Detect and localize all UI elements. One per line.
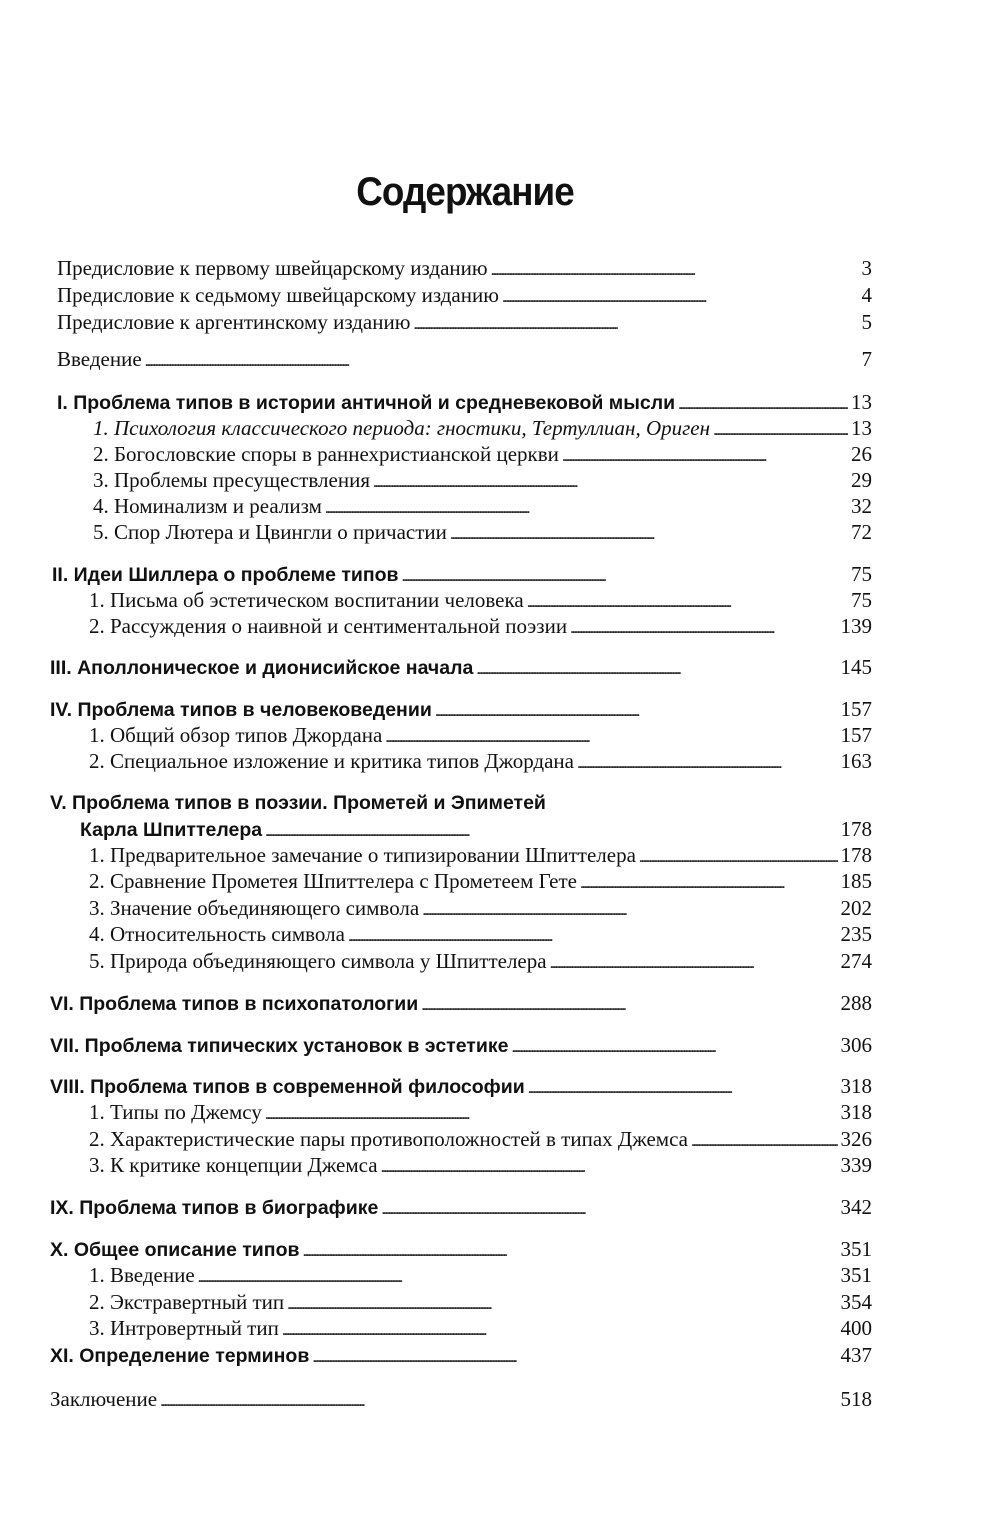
toc-page-number: 318 (840, 1074, 872, 1098)
toc-section-5-1[interactable] (89, 842, 872, 871)
toc-entry-title: 5. Спор Лютера и Цвингли о причастии (93, 520, 447, 544)
toc-entry-title: XI. Определение терминов (50, 1345, 310, 1367)
toc-entry-title: X. Общее описание типов (50, 1239, 300, 1261)
dot-leader (402, 561, 848, 590)
dot-leader (639, 842, 838, 871)
toc-entry-title: 3. Интровертный тип (89, 1316, 279, 1340)
toc-section-5-2[interactable] (89, 868, 872, 897)
dot-leader (385, 722, 837, 751)
dot-leader (348, 921, 838, 950)
toc-entry-title: 2. Богословские споры в раннехристианской церкви (93, 442, 559, 466)
toc-entry-title: Заключение (50, 1387, 158, 1411)
toc-section-1-3[interactable] (93, 467, 872, 496)
dot-leader (145, 346, 859, 375)
toc-page-number: 72 (851, 520, 872, 544)
dot-leader (562, 441, 848, 470)
toc-page-number: 318 (840, 1100, 872, 1124)
toc-entry-title: VII. Проблема типических установок в эстетике (50, 1035, 509, 1057)
toc-chapter-5-title-line: V. Проблема типов в поэзии. Прометей и Эпиметей (50, 792, 546, 814)
dot-leader (282, 1315, 838, 1344)
toc-section-4-2[interactable] (89, 748, 872, 777)
toc-entry-title: 3. Проблемы пресуществления (93, 468, 370, 492)
dot-leader (198, 1262, 838, 1291)
toc-entry-conclusion[interactable] (50, 1386, 872, 1415)
dot-leader (527, 587, 848, 616)
dot-leader (511, 1032, 837, 1061)
toc-chapter-5[interactable] (80, 816, 872, 845)
dot-leader (570, 613, 837, 642)
toc-page-number: 163 (840, 749, 872, 773)
toc-page-number: 354 (840, 1290, 872, 1314)
toc-page-number: 437 (840, 1343, 872, 1367)
toc-entry-title: III. Аполлоническое и дионисийское начала (50, 657, 474, 679)
dot-leader (577, 748, 838, 777)
toc-entry-title: 2. Специальное изложение и критика типов Джордана (89, 749, 574, 773)
toc-entry-title: II. Идеи Шиллера о проблеме типов (52, 564, 399, 586)
toc-page-number: 351 (840, 1237, 872, 1261)
toc-page-number: 13 (851, 416, 872, 440)
toc-page-number: 7 (861, 347, 872, 371)
dot-leader (502, 282, 859, 311)
toc-entry-preface-3[interactable] (57, 309, 872, 338)
toc-chapter-6[interactable] (50, 990, 872, 1019)
dot-leader (476, 654, 837, 683)
toc-page-number: 400 (840, 1316, 872, 1340)
toc-chapter-3[interactable] (50, 654, 872, 683)
toc-entry-title: Карла Шпиттелера (80, 819, 263, 841)
toc-page-number: 26 (851, 442, 872, 466)
toc-entry-title: 1. Психология классического периода: гностики, Тертуллиан, Ориген (93, 416, 711, 440)
toc-page-number: 157 (840, 723, 872, 747)
toc-entry-title: 2. Рассуждения о наивной и сентиментальной поэзии (89, 614, 568, 638)
toc-page-number: 351 (840, 1263, 872, 1287)
toc-section-5-4[interactable] (89, 921, 872, 950)
toc-page-number: 29 (851, 468, 872, 492)
toc-page-number: 139 (840, 614, 872, 638)
toc-entry-title: IV. Проблема типов в человековедении (50, 699, 432, 721)
toc-entry-title: 2. Характеристические пары противоположностей в типах Джемса (89, 1127, 688, 1151)
toc-chapter-2[interactable] (52, 561, 872, 590)
toc-section-2-1[interactable] (89, 587, 872, 616)
toc-page-number: 3 (861, 256, 872, 280)
toc-section-8-1[interactable] (89, 1099, 872, 1128)
toc-page-number: 178 (840, 843, 872, 867)
dot-leader (160, 1386, 837, 1415)
toc-entry-title: 4. Относительность символа (89, 922, 345, 946)
toc-section-10-1[interactable] (89, 1262, 872, 1291)
toc-entry-introduction[interactable] (57, 346, 872, 375)
toc-section-1-1[interactable] (93, 415, 872, 444)
toc-page-number: 518 (840, 1387, 872, 1411)
dot-leader (528, 1073, 838, 1102)
dot-leader (302, 1236, 837, 1265)
dot-leader (373, 467, 848, 496)
toc-entry-title: VIII. Проблема типов в современной философии (50, 1076, 525, 1098)
toc-page-number: 288 (840, 991, 872, 1015)
dot-leader (691, 1126, 838, 1155)
toc-page-number: 5 (861, 310, 872, 334)
dot-leader (413, 309, 858, 338)
toc-section-1-2[interactable] (93, 441, 872, 470)
toc-section-1-4[interactable] (93, 493, 872, 522)
dot-leader (550, 948, 838, 977)
toc-page-number: 13 (851, 390, 872, 414)
toc-page-number: 342 (840, 1195, 872, 1219)
toc-section-8-3[interactable] (89, 1152, 872, 1181)
toc-page-number: 185 (840, 869, 872, 893)
toc-page-number: 32 (851, 494, 872, 518)
toc-section-4-1[interactable] (89, 722, 872, 751)
toc-chapter-7[interactable] (50, 1032, 872, 1061)
toc-section-1-5[interactable] (93, 519, 872, 548)
toc-entry-title: 2. Сравнение Прометея Шпиттелера с Прометеем Гете (89, 869, 578, 893)
dot-leader (421, 990, 837, 1019)
page-title: Содержание (356, 170, 574, 214)
dot-leader (678, 389, 848, 418)
toc-page-number: 326 (840, 1127, 872, 1151)
dot-leader (580, 868, 837, 897)
toc-chapter-1[interactable] (57, 389, 872, 418)
toc-section-2-2[interactable] (89, 613, 872, 642)
toc-section-10-3[interactable] (89, 1315, 872, 1344)
toc-section-5-5[interactable] (89, 948, 872, 977)
toc-chapter-10[interactable] (50, 1236, 872, 1265)
toc-entry-title: Предисловие к аргентинскому изданию (57, 310, 411, 334)
toc-entry-title: IX. Проблема типов в биографике (50, 1197, 379, 1219)
dot-leader (325, 493, 848, 522)
dot-leader (422, 895, 837, 924)
toc-entry-title: Предисловие к седьмому швейцарскому изданию (57, 283, 499, 307)
toc-entry-title: 3. К критике концепции Джемса (89, 1153, 378, 1177)
dot-leader (265, 816, 837, 845)
toc-page-number: 202 (840, 896, 872, 920)
toc-page-number: 306 (840, 1033, 872, 1057)
toc-entry-title: 3. Значение объединяющего символа (89, 896, 420, 920)
toc-entry-title: 1. Типы по Джемсу (89, 1100, 262, 1124)
toc-page-number: 157 (840, 697, 872, 721)
toc-entry-title: Введение (57, 347, 142, 371)
toc-chapter-4[interactable] (50, 696, 872, 725)
toc-entry-title: 5. Природа объединяющего символа у Шпиттелера (89, 949, 547, 973)
toc-entry-title: 1. Общий обзор типов Джордана (89, 723, 383, 747)
toc-page-number: 178 (840, 817, 872, 841)
dot-leader (381, 1152, 838, 1181)
toc-page-number: 339 (840, 1153, 872, 1177)
toc-entry-title: 1. Введение (89, 1263, 195, 1287)
dot-leader (312, 1342, 837, 1371)
toc-entry-title: 2. Экстравертный тип (89, 1290, 285, 1314)
dot-leader (265, 1099, 838, 1128)
toc-page-number: 274 (840, 949, 872, 973)
toc-entry-title: VI. Проблема типов в психопатологии (50, 993, 419, 1015)
dot-leader (287, 1289, 837, 1318)
toc-chapter-9[interactable] (50, 1194, 872, 1223)
toc-page-number: 235 (840, 922, 872, 946)
toc-chapter-11[interactable] (50, 1342, 872, 1371)
toc-entry-title: 1. Письма об эстетическом воспитании человека (89, 588, 524, 612)
toc-page-number: 145 (840, 655, 872, 679)
toc-section-8-2[interactable] (89, 1126, 872, 1155)
dot-leader (381, 1194, 837, 1223)
toc-entry-preface-2[interactable] (57, 282, 872, 311)
toc-entry-title: 4. Номинализм и реализм (93, 494, 322, 518)
dot-leader (713, 415, 848, 444)
toc-section-5-3[interactable] (89, 895, 872, 924)
toc-page-number: 4 (861, 283, 872, 307)
dot-leader (491, 255, 859, 284)
toc-section-10-2[interactable] (89, 1289, 872, 1318)
toc-entry-preface-1[interactable] (57, 255, 872, 284)
dot-leader (450, 519, 848, 548)
toc-chapter-8[interactable] (50, 1073, 872, 1102)
dot-leader (435, 696, 838, 725)
toc-page-number: 75 (851, 588, 872, 612)
toc-entry-title: Предисловие к первому швейцарскому изданию (57, 256, 488, 280)
toc-page-number: 75 (851, 562, 872, 586)
toc-entry-title: I. Проблема типов в истории античной и средневековой мысли (57, 392, 676, 414)
toc-entry-title: 1. Предварительное замечание о типизировании Шпиттелера (89, 843, 636, 867)
